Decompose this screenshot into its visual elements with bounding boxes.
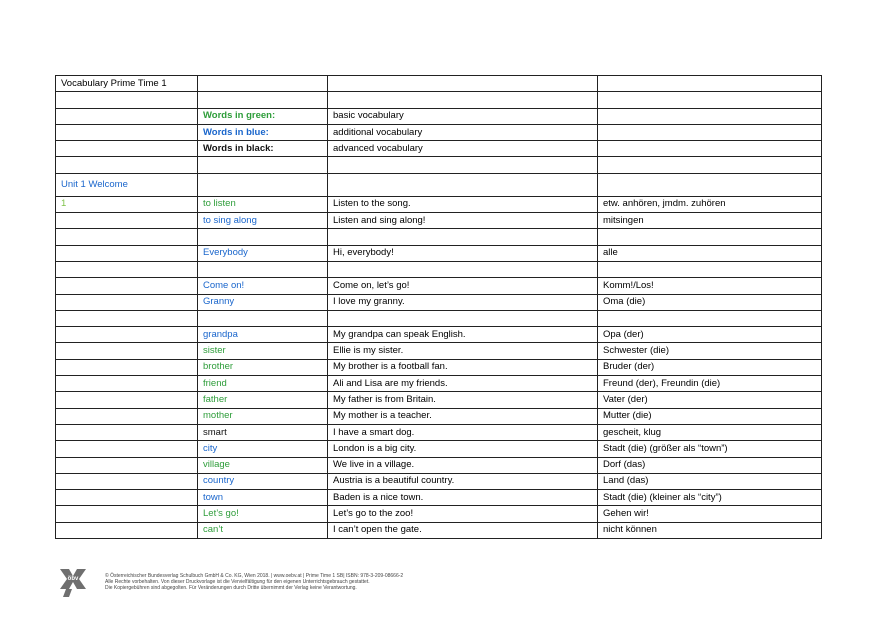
- vocab-example: My mother is a teacher.: [328, 408, 598, 424]
- legend-label-green: Words in green:: [198, 108, 328, 124]
- vocab-word: Let’s go!: [198, 506, 328, 522]
- vocab-word: mother: [198, 408, 328, 424]
- vocab-word: city: [198, 441, 328, 457]
- oebv-logo-icon: [56, 565, 90, 599]
- legend-row-blue: [56, 124, 822, 140]
- section-cell: [56, 294, 198, 310]
- vocab-example: I love my granny.: [328, 294, 598, 310]
- section-cell: [56, 490, 198, 506]
- vocab-translation: Vater (der): [598, 392, 822, 408]
- vocab-translation: Dorf (das): [598, 457, 822, 473]
- vocab-word: sister: [198, 343, 328, 359]
- vocab-row: [56, 506, 822, 522]
- vocab-row: [56, 457, 822, 473]
- vocab-translation: Mutter (die): [598, 408, 822, 424]
- legend-desc-blue: additional vocabulary: [328, 124, 598, 140]
- vocab-word: town: [198, 490, 328, 506]
- vocab-translation: Stadt (die) (kleiner als “city”): [598, 490, 822, 506]
- footer-line-2: Alle Rechte vorbehalten. Von dieser Druckvorlage ist die Vervielfältigung für den eigenen Unterrichtsgebrauch gestattet.: [105, 579, 370, 585]
- legend-desc-green: basic vocabulary: [328, 108, 598, 124]
- vocab-word: grandpa: [198, 327, 328, 343]
- vocab-row: [56, 408, 822, 424]
- spacer-row: [56, 261, 822, 277]
- vocab-translation: Freund (der), Freundin (die): [598, 376, 822, 392]
- vocab-row: [56, 424, 822, 440]
- vocab-word: friend: [198, 376, 328, 392]
- vocab-example: I can’t open the gate.: [328, 522, 598, 538]
- vocab-example: I have a smart dog.: [328, 424, 598, 440]
- vocab-translation: Opa (der): [598, 327, 822, 343]
- vocab-word: Everybody: [198, 245, 328, 261]
- vocab-example: My grandpa can speak English.: [328, 327, 598, 343]
- section-cell: [56, 278, 198, 294]
- document-title: Vocabulary Prime Time 1: [56, 76, 198, 92]
- vocab-translation: nicht können: [598, 522, 822, 538]
- vocab-row: [56, 343, 822, 359]
- vocab-example: Ali and Lisa are my friends.: [328, 376, 598, 392]
- vocab-example: Ellie is my sister.: [328, 343, 598, 359]
- vocab-translation: Komm!/Los!: [598, 278, 822, 294]
- vocab-example: Hi, everybody!: [328, 245, 598, 261]
- footer-line-3: Die Kopiergebühren sind abgegolten. Für Veränderungen durch Dritte übernimmt der Verlag keine Verantwortung.: [105, 585, 357, 591]
- section-cell: [56, 213, 198, 229]
- section-cell: [56, 473, 198, 489]
- vocab-row: [56, 392, 822, 408]
- vocab-translation: Bruder (der): [598, 359, 822, 375]
- section-cell: [56, 392, 198, 408]
- section-cell: [56, 376, 198, 392]
- vocab-word: Granny: [198, 294, 328, 310]
- section-cell: [56, 408, 198, 424]
- vocab-example: Come on, let’s go!: [328, 278, 598, 294]
- vocab-word: can’t: [198, 522, 328, 538]
- vocab-word: brother: [198, 359, 328, 375]
- section-cell: [56, 506, 198, 522]
- vocab-word: to sing along: [198, 213, 328, 229]
- title-row: [56, 76, 822, 92]
- unit-heading: Unit 1 Welcome: [56, 173, 198, 196]
- spacer-row: [56, 92, 822, 108]
- vocabulary-table: [55, 75, 822, 539]
- vocab-row: [56, 213, 822, 229]
- vocab-example: Let’s go to the zoo!: [328, 506, 598, 522]
- vocab-row: [56, 294, 822, 310]
- vocab-example: My brother is a football fan.: [328, 359, 598, 375]
- vocab-row: [56, 376, 822, 392]
- vocab-row: [56, 359, 822, 375]
- section-cell: [56, 245, 198, 261]
- vocab-word: Come on!: [198, 278, 328, 294]
- vocab-translation: Stadt (die) (größer als “town”): [598, 441, 822, 457]
- vocab-example: Listen to the song.: [328, 196, 598, 212]
- section-cell: [56, 522, 198, 538]
- vocab-example: Listen and sing along!: [328, 213, 598, 229]
- footer-line-1: © Österreichischer Bundesverlag Schulbuch GmbH & Co. KG, Wien 2018. | www.oebv.at | Prime Time 1 SB| ISBN: 978-3-209-08666-2: [105, 573, 404, 579]
- spacer-row: [56, 310, 822, 326]
- legend-row-black: [56, 141, 822, 157]
- vocab-row: [56, 327, 822, 343]
- unit-heading-row: [56, 173, 822, 196]
- section-cell: [56, 424, 198, 440]
- legend-label-blue: Words in blue:: [198, 124, 328, 140]
- vocab-row: [56, 473, 822, 489]
- vocab-example: We live in a village.: [328, 457, 598, 473]
- spacer-row: [56, 229, 822, 245]
- section-cell: [56, 359, 198, 375]
- vocab-example: Austria is a beautiful country.: [328, 473, 598, 489]
- section-cell: 1: [56, 196, 198, 212]
- vocab-word: smart: [198, 424, 328, 440]
- spacer-row: [56, 157, 822, 173]
- svg-text:öbv: öbv: [67, 576, 79, 582]
- vocab-translation: alle: [598, 245, 822, 261]
- vocab-word: village: [198, 457, 328, 473]
- vocab-example: Baden is a nice town.: [328, 490, 598, 506]
- vocab-translation: Schwester (die): [598, 343, 822, 359]
- vocab-row: [56, 278, 822, 294]
- legend-desc-black: advanced vocabulary: [328, 141, 598, 157]
- vocab-word: to listen: [198, 196, 328, 212]
- vocab-example: London is a big city.: [328, 441, 598, 457]
- legend-label-black: Words in black:: [198, 141, 328, 157]
- vocab-word: father: [198, 392, 328, 408]
- vocab-translation: gescheit, klug: [598, 424, 822, 440]
- vocab-translation: Oma (die): [598, 294, 822, 310]
- section-cell: [56, 343, 198, 359]
- vocab-translation: Land (das): [598, 473, 822, 489]
- vocab-row: [56, 245, 822, 261]
- vocab-row: [56, 522, 822, 538]
- section-cell: [56, 441, 198, 457]
- vocab-translation: etw. anhören, jmdm. zuhören: [598, 196, 822, 212]
- vocab-word: country: [198, 473, 328, 489]
- section-cell: [56, 327, 198, 343]
- vocab-row: [56, 490, 822, 506]
- legend-row-green: [56, 108, 822, 124]
- footer-copyright: [105, 573, 403, 591]
- vocab-translation: mitsingen: [598, 213, 822, 229]
- vocab-translation: Gehen wir!: [598, 506, 822, 522]
- section-cell: [56, 457, 198, 473]
- vocab-example: My father is from Britain.: [328, 392, 598, 408]
- vocab-row: [56, 196, 822, 212]
- vocab-row: [56, 441, 822, 457]
